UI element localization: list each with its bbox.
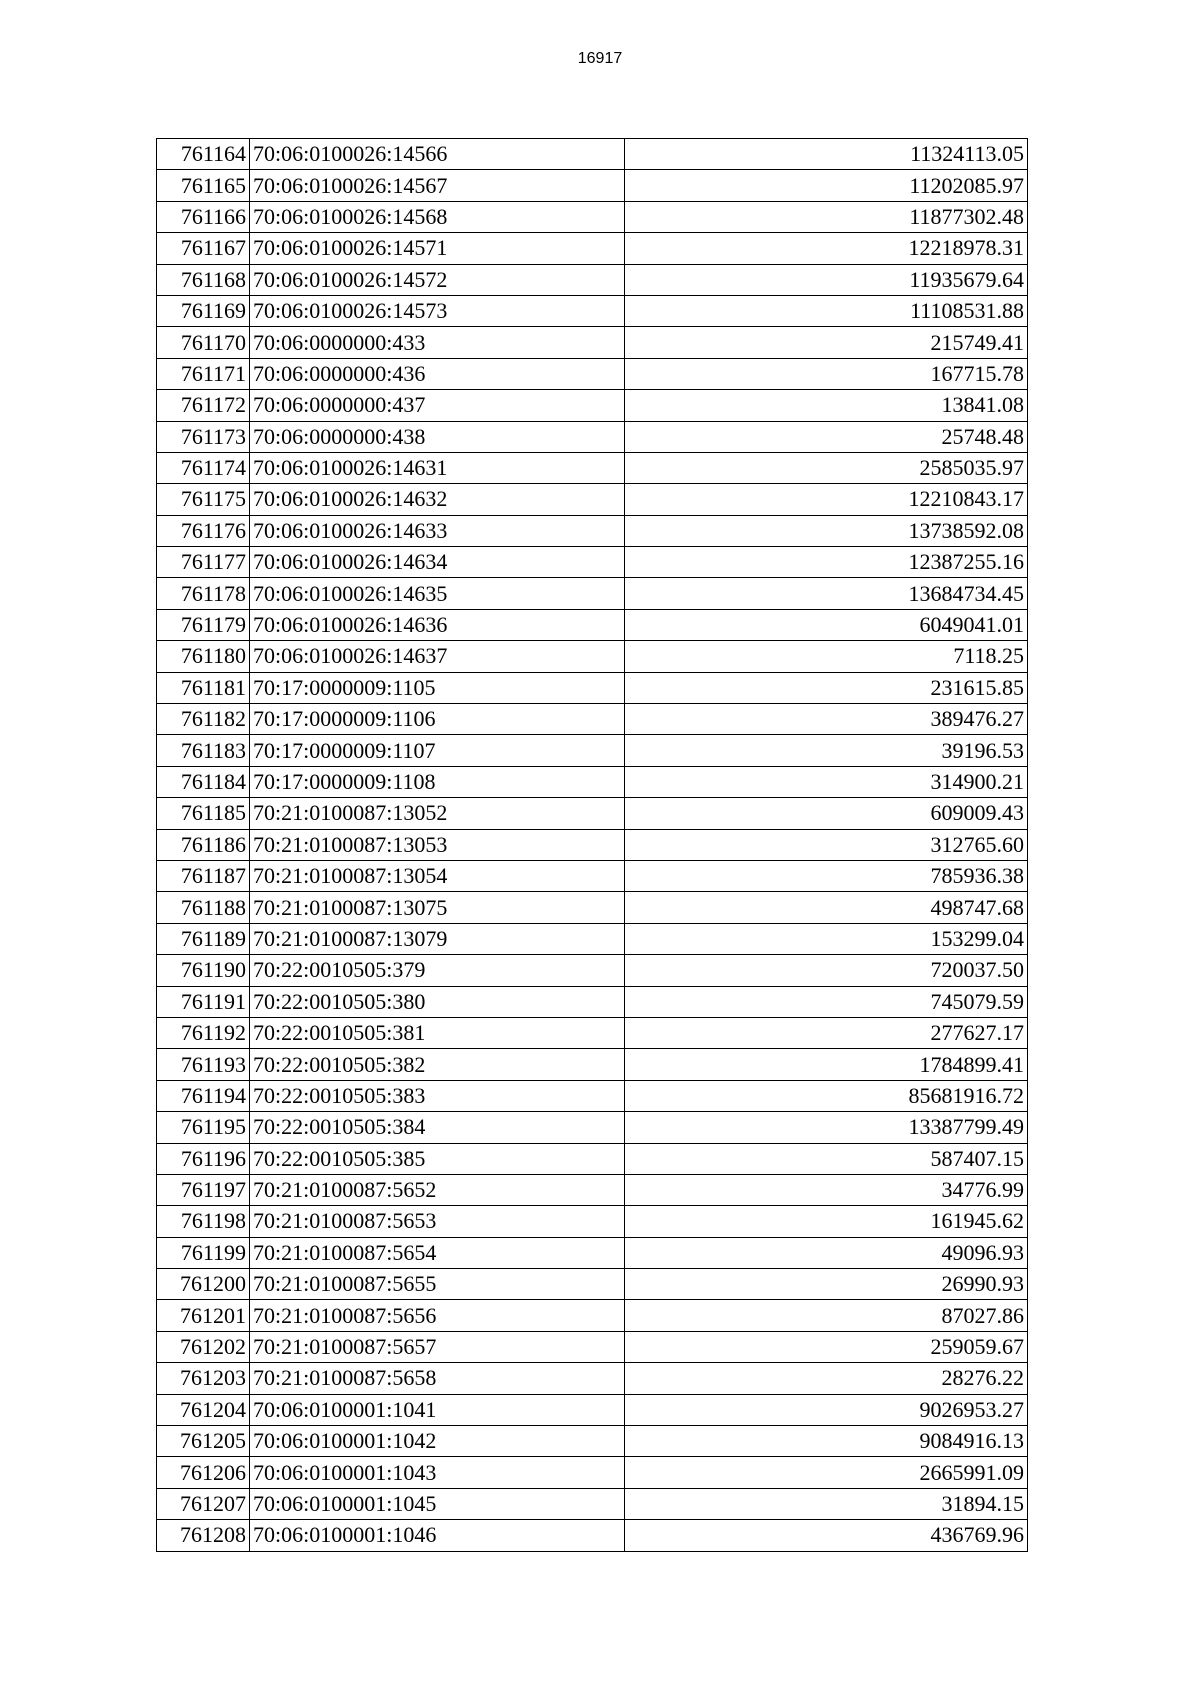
value-cell: 1784899.41 — [625, 1049, 1028, 1080]
row-number-cell: 761171 — [157, 358, 250, 389]
table-row — [157, 892, 1028, 923]
row-number-cell: 761207 — [157, 1488, 250, 1519]
value-cell: 39196.53 — [625, 735, 1028, 766]
cadastral-number-cell: 70:22:0010505:382 — [250, 1049, 625, 1080]
table-row — [157, 704, 1028, 735]
cadastral-number-cell: 70:17:0000009:1105 — [250, 672, 625, 703]
value-cell: 7118.25 — [625, 641, 1028, 672]
value-cell: 13841.08 — [625, 390, 1028, 421]
value-cell: 28276.22 — [625, 1363, 1028, 1394]
table-row — [157, 766, 1028, 797]
row-number-cell: 761190 — [157, 955, 250, 986]
value-cell: 2585035.97 — [625, 452, 1028, 483]
value-cell: 153299.04 — [625, 923, 1028, 954]
cadastral-number-cell: 70:21:0100087:5654 — [250, 1237, 625, 1268]
row-number-cell: 761172 — [157, 390, 250, 421]
row-number-cell: 761186 — [157, 829, 250, 860]
row-number-cell: 761183 — [157, 735, 250, 766]
row-number-cell: 761193 — [157, 1049, 250, 1080]
row-number-cell: 761208 — [157, 1520, 250, 1551]
cadastral-number-cell: 70:06:0100026:14637 — [250, 641, 625, 672]
cadastral-number-cell: 70:21:0100087:5657 — [250, 1331, 625, 1362]
value-cell: 6049041.01 — [625, 609, 1028, 640]
cadastral-number-cell: 70:21:0100087:5652 — [250, 1174, 625, 1205]
value-cell: 231615.85 — [625, 672, 1028, 703]
table-row — [157, 1488, 1028, 1519]
row-number-cell: 761194 — [157, 1080, 250, 1111]
row-number-cell: 761188 — [157, 892, 250, 923]
cadastral-number-cell: 70:21:0100087:5655 — [250, 1269, 625, 1300]
table-row — [157, 1080, 1028, 1111]
table-row — [157, 201, 1028, 232]
cadastral-number-cell: 70:21:0100087:5658 — [250, 1363, 625, 1394]
table-row — [157, 1206, 1028, 1237]
value-cell: 215749.41 — [625, 327, 1028, 358]
row-number-cell: 761170 — [157, 327, 250, 358]
table-row — [157, 1331, 1028, 1362]
value-cell: 13387799.49 — [625, 1112, 1028, 1143]
cadastral-number-cell: 70:21:0100087:13075 — [250, 892, 625, 923]
cadastral-number-cell: 70:06:0100001:1045 — [250, 1488, 625, 1519]
table-row — [157, 327, 1028, 358]
table-row — [157, 1237, 1028, 1268]
value-cell: 609009.43 — [625, 798, 1028, 829]
table-row — [157, 1457, 1028, 1488]
cadastral-number-cell: 70:06:0100001:1046 — [250, 1520, 625, 1551]
row-number-cell: 761198 — [157, 1206, 250, 1237]
row-number-cell: 761191 — [157, 986, 250, 1017]
row-number-cell: 761175 — [157, 484, 250, 515]
value-cell: 11108531.88 — [625, 295, 1028, 326]
value-cell: 11202085.97 — [625, 170, 1028, 201]
row-number-cell: 761179 — [157, 609, 250, 640]
row-number-cell: 761189 — [157, 923, 250, 954]
table-row — [157, 295, 1028, 326]
value-cell: 11877302.48 — [625, 201, 1028, 232]
row-number-cell: 761195 — [157, 1112, 250, 1143]
value-cell: 745079.59 — [625, 986, 1028, 1017]
value-cell: 720037.50 — [625, 955, 1028, 986]
value-cell: 13738592.08 — [625, 515, 1028, 546]
cadastral-number-cell: 70:06:0100001:1042 — [250, 1426, 625, 1457]
row-number-cell: 761196 — [157, 1143, 250, 1174]
table-row — [157, 170, 1028, 201]
value-cell: 2665991.09 — [625, 1457, 1028, 1488]
table-row — [157, 452, 1028, 483]
cadastral-number-cell: 70:21:0100087:5656 — [250, 1300, 625, 1331]
table-row — [157, 547, 1028, 578]
table-row — [157, 923, 1028, 954]
cadastral-number-cell: 70:06:0100001:1043 — [250, 1457, 625, 1488]
row-number-cell: 761204 — [157, 1394, 250, 1425]
value-cell: 312765.60 — [625, 829, 1028, 860]
table-row — [157, 515, 1028, 546]
table-row — [157, 1017, 1028, 1048]
row-number-cell: 761203 — [157, 1363, 250, 1394]
value-cell: 277627.17 — [625, 1017, 1028, 1048]
row-number-cell: 761167 — [157, 233, 250, 264]
value-cell: 85681916.72 — [625, 1080, 1028, 1111]
cadastral-number-cell: 70:06:0100026:14571 — [250, 233, 625, 264]
cadastral-number-cell: 70:22:0010505:383 — [250, 1080, 625, 1111]
table-row — [157, 641, 1028, 672]
cadastral-number-cell: 70:06:0000000:438 — [250, 421, 625, 452]
table-row — [157, 1363, 1028, 1394]
value-cell: 12210843.17 — [625, 484, 1028, 515]
value-cell: 11324113.05 — [625, 139, 1028, 170]
table-row — [157, 1049, 1028, 1080]
value-cell: 436769.96 — [625, 1520, 1028, 1551]
row-number-cell: 761177 — [157, 547, 250, 578]
cadastral-number-cell: 70:17:0000009:1108 — [250, 766, 625, 797]
row-number-cell: 761202 — [157, 1331, 250, 1362]
row-number-cell: 761180 — [157, 641, 250, 672]
row-number-cell: 761176 — [157, 515, 250, 546]
cadastral-number-cell: 70:06:0100026:14566 — [250, 139, 625, 170]
cadastral-number-cell: 70:06:0100026:14568 — [250, 201, 625, 232]
table-row — [157, 233, 1028, 264]
row-number-cell: 761181 — [157, 672, 250, 703]
table-row — [157, 860, 1028, 891]
value-cell: 389476.27 — [625, 704, 1028, 735]
table-row — [157, 1269, 1028, 1300]
table-row — [157, 139, 1028, 170]
table-body — [157, 139, 1028, 1552]
table-row — [157, 358, 1028, 389]
table-row — [157, 672, 1028, 703]
value-cell: 161945.62 — [625, 1206, 1028, 1237]
cadastral-number-cell: 70:06:0000000:433 — [250, 327, 625, 358]
cadastral-number-cell: 70:22:0010505:385 — [250, 1143, 625, 1174]
row-number-cell: 761169 — [157, 295, 250, 326]
row-number-cell: 761197 — [157, 1174, 250, 1205]
cadastral-number-cell: 70:06:0100026:14635 — [250, 578, 625, 609]
table-row — [157, 1300, 1028, 1331]
cadastral-number-cell: 70:06:0000000:437 — [250, 390, 625, 421]
cadastral-number-cell: 70:17:0000009:1106 — [250, 704, 625, 735]
cadastral-number-cell: 70:17:0000009:1107 — [250, 735, 625, 766]
row-number-cell: 761173 — [157, 421, 250, 452]
row-number-cell: 761174 — [157, 452, 250, 483]
cadastral-number-cell: 70:22:0010505:380 — [250, 986, 625, 1017]
value-cell: 31894.15 — [625, 1488, 1028, 1519]
value-cell: 87027.86 — [625, 1300, 1028, 1331]
table-row — [157, 1394, 1028, 1425]
table-row — [157, 1426, 1028, 1457]
row-number-cell: 761178 — [157, 578, 250, 609]
row-number-cell: 761184 — [157, 766, 250, 797]
row-number-cell: 761205 — [157, 1426, 250, 1457]
table-row — [157, 798, 1028, 829]
value-cell: 9084916.13 — [625, 1426, 1028, 1457]
row-number-cell: 761182 — [157, 704, 250, 735]
row-number-cell: 761165 — [157, 170, 250, 201]
table-row — [157, 264, 1028, 295]
value-cell: 785936.38 — [625, 860, 1028, 891]
value-cell: 12387255.16 — [625, 547, 1028, 578]
row-number-cell: 761168 — [157, 264, 250, 295]
cadastral-number-cell: 70:22:0010505:379 — [250, 955, 625, 986]
value-cell: 13684734.45 — [625, 578, 1028, 609]
table-row — [157, 1143, 1028, 1174]
table-row — [157, 955, 1028, 986]
table-row — [157, 609, 1028, 640]
cadastral-number-cell: 70:06:0100026:14633 — [250, 515, 625, 546]
table-row — [157, 735, 1028, 766]
row-number-cell: 761206 — [157, 1457, 250, 1488]
cadastral-number-cell: 70:22:0010505:381 — [250, 1017, 625, 1048]
value-cell: 49096.93 — [625, 1237, 1028, 1268]
table-row — [157, 578, 1028, 609]
value-cell: 26990.93 — [625, 1269, 1028, 1300]
cadastral-number-cell: 70:21:0100087:13079 — [250, 923, 625, 954]
table-row — [157, 1520, 1028, 1551]
table-row — [157, 390, 1028, 421]
value-cell: 498747.68 — [625, 892, 1028, 923]
value-cell: 12218978.31 — [625, 233, 1028, 264]
value-cell: 587407.15 — [625, 1143, 1028, 1174]
row-number-cell: 761200 — [157, 1269, 250, 1300]
cadastral-number-cell: 70:06:0100026:14636 — [250, 609, 625, 640]
cadastral-number-cell: 70:21:0100087:5653 — [250, 1206, 625, 1237]
table-row — [157, 986, 1028, 1017]
cadastral-value-table — [156, 138, 1028, 1552]
table-row — [157, 484, 1028, 515]
table-row — [157, 829, 1028, 860]
cadastral-number-cell: 70:06:0100001:1041 — [250, 1394, 625, 1425]
cadastral-number-cell: 70:21:0100087:13053 — [250, 829, 625, 860]
cadastral-number-cell: 70:06:0100026:14567 — [250, 170, 625, 201]
cadastral-number-cell: 70:21:0100087:13052 — [250, 798, 625, 829]
cadastral-number-cell: 70:21:0100087:13054 — [250, 860, 625, 891]
value-cell: 34776.99 — [625, 1174, 1028, 1205]
cadastral-number-cell: 70:06:0100026:14631 — [250, 452, 625, 483]
page-number: 16917 — [577, 50, 623, 67]
row-number-cell: 761185 — [157, 798, 250, 829]
value-cell: 9026953.27 — [625, 1394, 1028, 1425]
cadastral-number-cell: 70:22:0010505:384 — [250, 1112, 625, 1143]
value-cell: 167715.78 — [625, 358, 1028, 389]
value-cell: 25748.48 — [625, 421, 1028, 452]
row-number-cell: 761199 — [157, 1237, 250, 1268]
row-number-cell: 761187 — [157, 860, 250, 891]
cadastral-number-cell: 70:06:0100026:14634 — [250, 547, 625, 578]
cadastral-number-cell: 70:06:0100026:14573 — [250, 295, 625, 326]
row-number-cell: 761201 — [157, 1300, 250, 1331]
table-row — [157, 421, 1028, 452]
value-cell: 259059.67 — [625, 1331, 1028, 1362]
cadastral-number-cell: 70:06:0100026:14572 — [250, 264, 625, 295]
cadastral-number-cell: 70:06:0100026:14632 — [250, 484, 625, 515]
cadastral-number-cell: 70:06:0000000:436 — [250, 358, 625, 389]
table-row — [157, 1112, 1028, 1143]
value-cell: 11935679.64 — [625, 264, 1028, 295]
row-number-cell: 761166 — [157, 201, 250, 232]
table-row — [157, 1174, 1028, 1205]
value-cell: 314900.21 — [625, 766, 1028, 797]
row-number-cell: 761164 — [157, 139, 250, 170]
row-number-cell: 761192 — [157, 1017, 250, 1048]
